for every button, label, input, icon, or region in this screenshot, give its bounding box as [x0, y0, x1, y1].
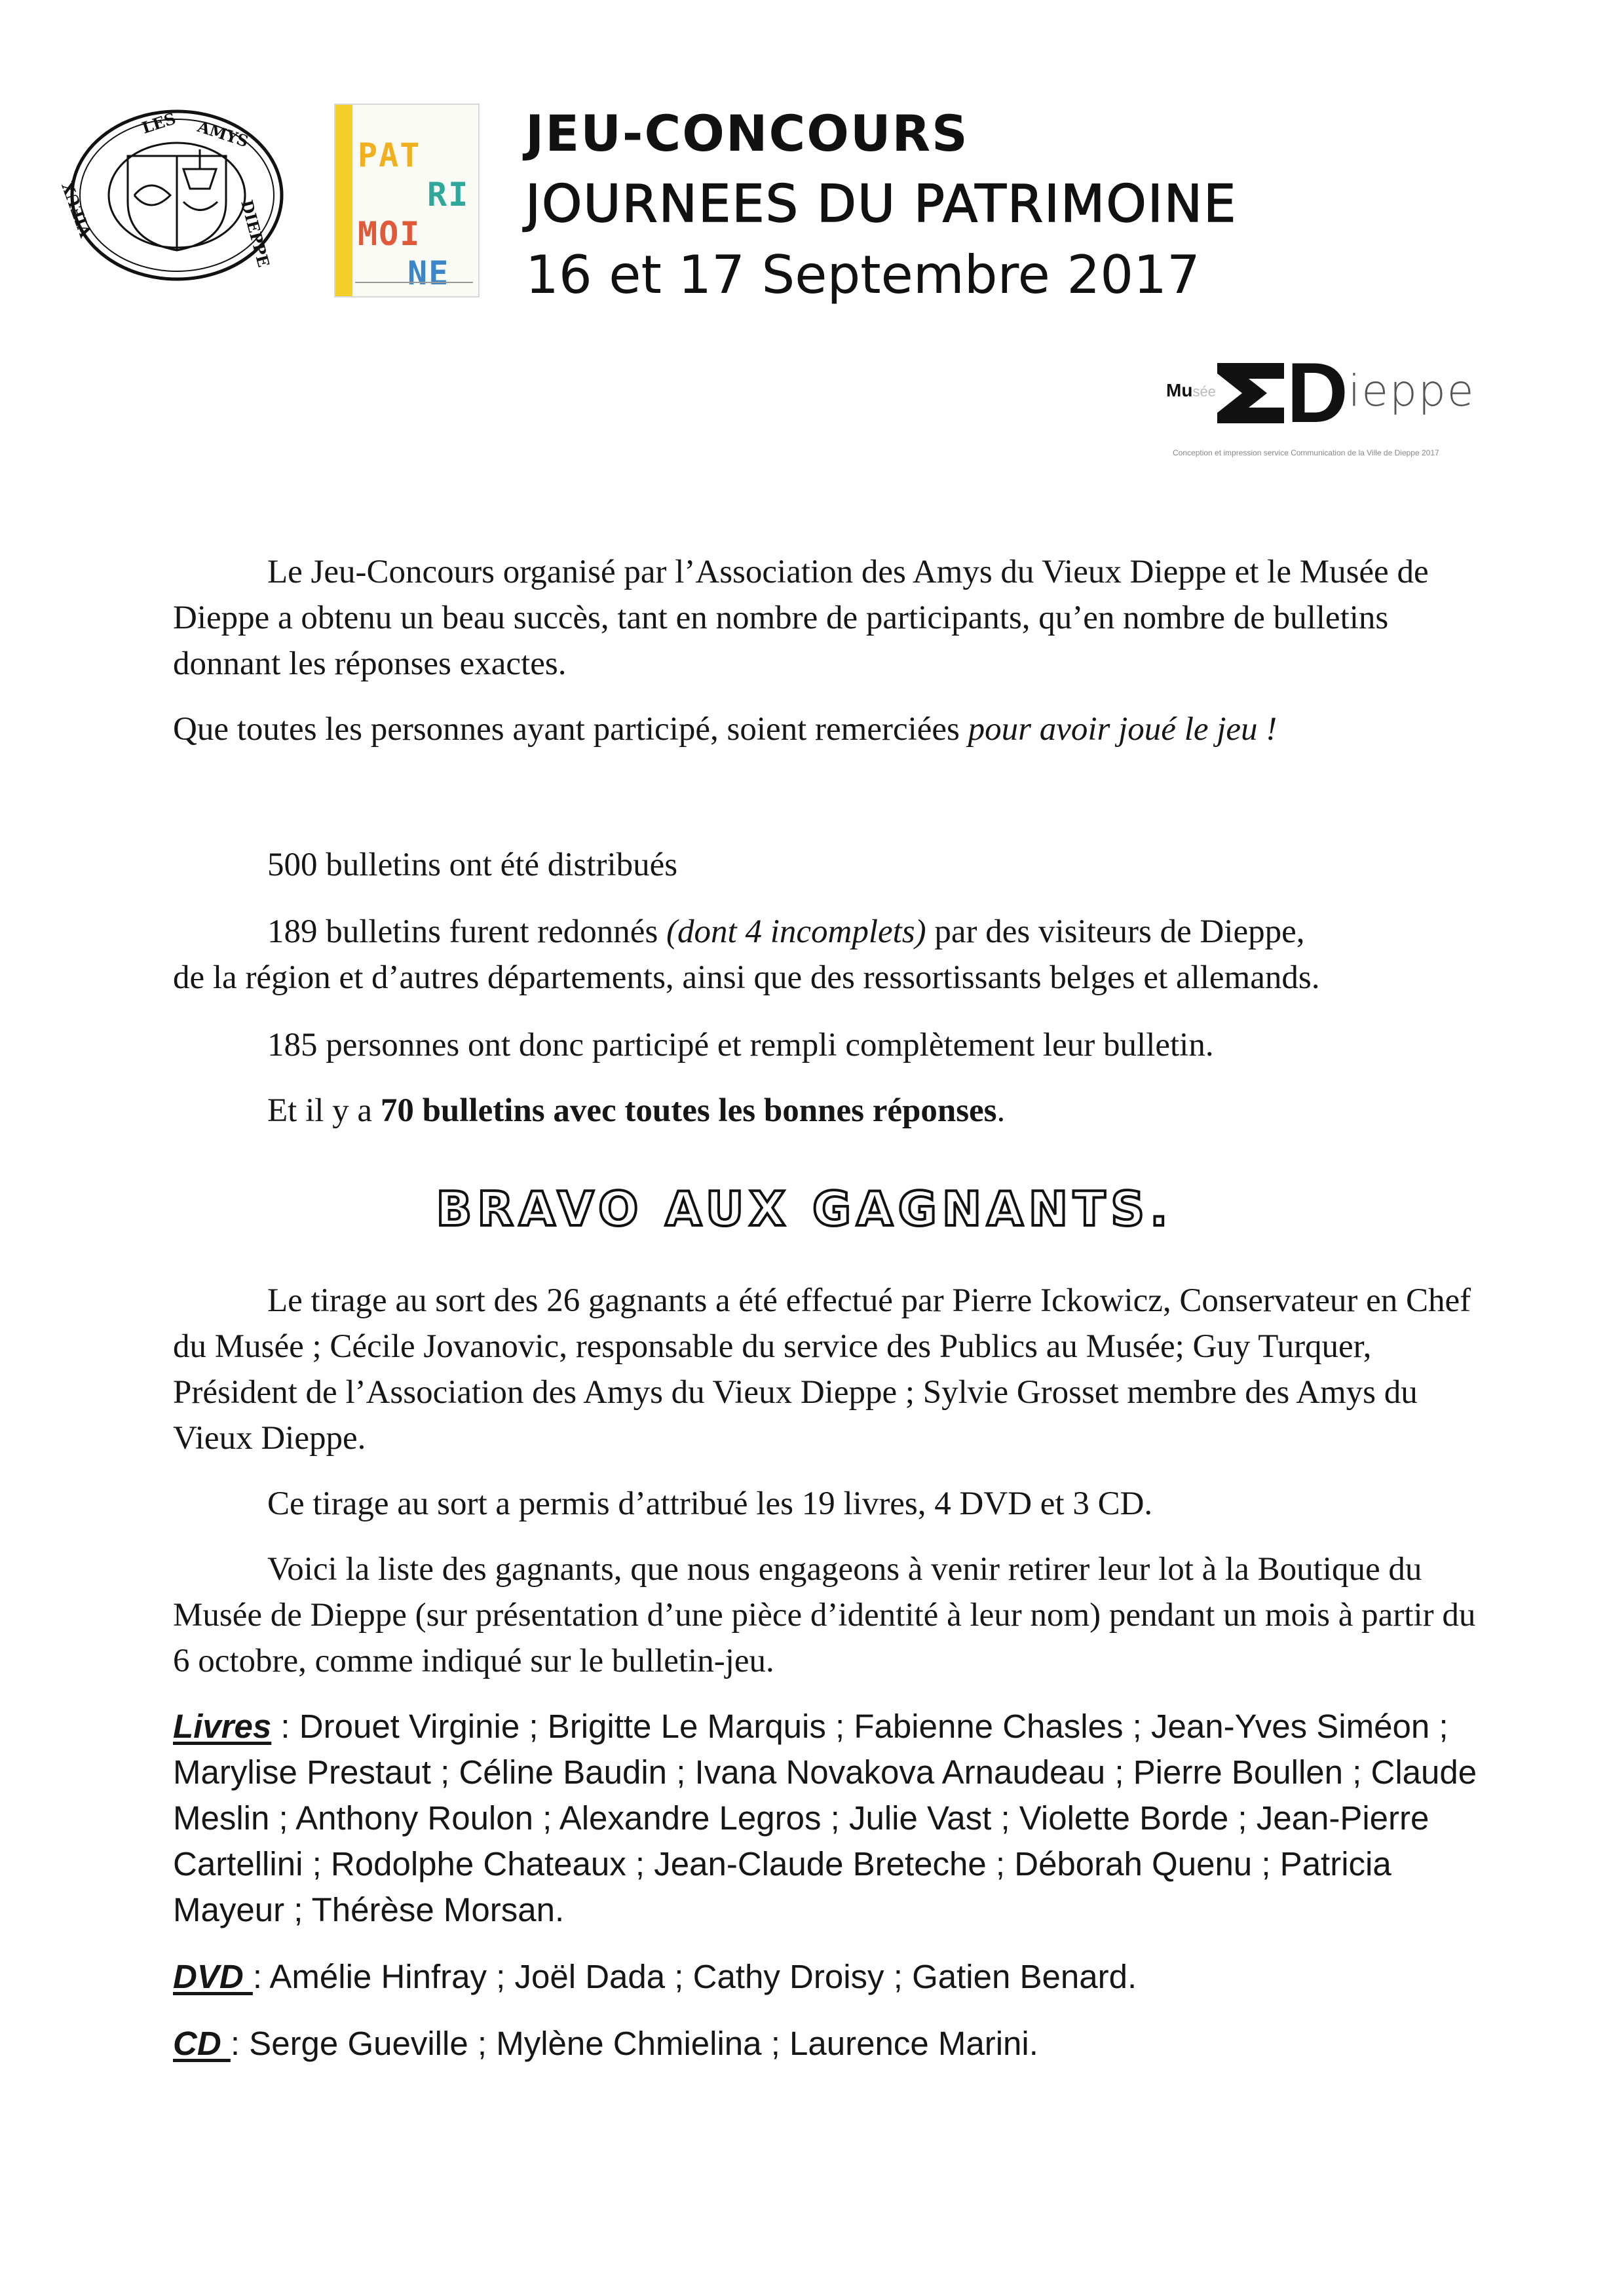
seal-icon — [58, 104, 288, 287]
title-line-2: JOURNEES DU PATRIMOINE — [525, 175, 1238, 234]
title-line-3: 16 et 17 Septembre 2017 — [525, 244, 1200, 305]
sigma-logo-icon — [1215, 360, 1287, 426]
patrimoine-poster — [334, 104, 480, 297]
stat-returned: 189 bulletins furent redonnés (dont 4 incomplets) par des visiteurs de Dieppe, — [267, 913, 1305, 950]
intro-paragraph-2: Que toutes les personnes ayant participé, soient remerciées pour avoir joué le jeu ! — [173, 711, 1278, 748]
logo-credit: Conception et impression service Communication de la Ville de Dieppe 2017 — [1173, 448, 1439, 457]
stat-participants: 185 personnes ont donc participé et rempli complètement leur bulletin. — [267, 1027, 1214, 1063]
poster-stripe — [335, 105, 352, 296]
svg-text:AMYS: AMYS — [195, 117, 251, 151]
winners-dvd: DVD : Amélie Hinfray ; Joël Dada ; Cathy Droisy ; Gatien Benard. — [173, 1958, 1137, 1995]
bravo-heading: BRAVO AUX GAGNANTS. — [436, 1181, 1173, 1236]
winners-livres: Livres : Drouet Virginie ; Brigitte Le Marquis ; Fabienne Chasles ; Jean-Yves Siméon ; Marylise Prestaut ; Céline Baudin ; Ivana Novakova Arnaudeau ; Pierre Boullen ; Claude Meslin ; Anthony Roulon ; Alexandre Legros ; Julie Vast ; Violette Borde ; Jean-Pierre Cartellini ; Rodolphe Chateaux ; Jean-Claude Breteche ; Déborah Quenu ; Patricia Mayeur ; Thérèse Morsan. — [173, 1708, 1477, 1928]
poster-letters-2: RI — [427, 176, 470, 214]
cd-label: CD — [173, 2025, 231, 2062]
poster-letters-3: MOI — [358, 215, 421, 253]
draw-paragraph-3: Voici la liste des gagnants, que nous engageons à venir retirer leur lot à la Boutique du Musée de Dieppe (sur présentation d’une pièce d’identité à leur nom) pendant un mois à partir du 6 octobre, comme indiqué sur le bulletin-jeu. — [173, 1551, 1476, 1679]
poster-letters-4: NE — [407, 254, 450, 292]
stat-returned-line2: de la région et d’autres départements, ainsi que des ressortissants belges et allemands. — [173, 959, 1320, 996]
draw-paragraph-2: Ce tirage au sort a permis d’attribué les 19 livres, 4 DVD et 3 CD. — [267, 1485, 1153, 1522]
poster-letters-1: PAT — [358, 136, 421, 174]
livres-label: Livres — [173, 1708, 272, 1745]
musee-dieppe-logo — [1166, 345, 1481, 440]
stat-correct: Et il y a 70 bulletins avec toutes les bonnes réponses. — [267, 1092, 1006, 1129]
stat-distributed: 500 bulletins ont été distribués — [267, 847, 678, 883]
logo-ieppe: ieppe — [1348, 366, 1475, 416]
logo-mu: Musée — [1166, 380, 1216, 400]
poster-footer-rule — [355, 282, 473, 290]
svg-text:VIEUX: VIEUX — [58, 179, 96, 240]
title-block — [525, 98, 1237, 311]
dvd-label: DVD — [173, 1958, 253, 1995]
intro-paragraph-1: Le Jeu-Concours organisé par l’Association des Amys du Vieux Dieppe et le Musée de Dieppe a obtenu un beau succès, tant en nombre de participants, qu’en nombre de bulletins donnant les réponses exactes. — [173, 554, 1429, 682]
title-line-1: JEU-CONCOURS — [525, 104, 969, 163]
intro-section — [173, 549, 1483, 752]
winners-section — [173, 1704, 1483, 2067]
winners-cd: CD : Serge Gueville ; Mylène Chmielina ; Laurence Marini. — [173, 2025, 1038, 2062]
draw-section — [173, 1278, 1483, 1684]
draw-paragraph-1: Le tirage au sort des 26 gagnants a été effectué par Pierre Ickowicz, Conservateur en Chef du Musée ; Cécile Jovanovic, responsable du service des Publics au Musée; Guy Turquer, Président de l’Association des Amys du Vieux Dieppe ; Sylvie Grosset membre des Amys du Vieux Dieppe. — [173, 1282, 1471, 1457]
logo-d: D — [1287, 345, 1348, 440]
svg-text:LES: LES — [139, 108, 178, 138]
svg-text:DIEPPE: DIEPPE — [237, 198, 274, 269]
